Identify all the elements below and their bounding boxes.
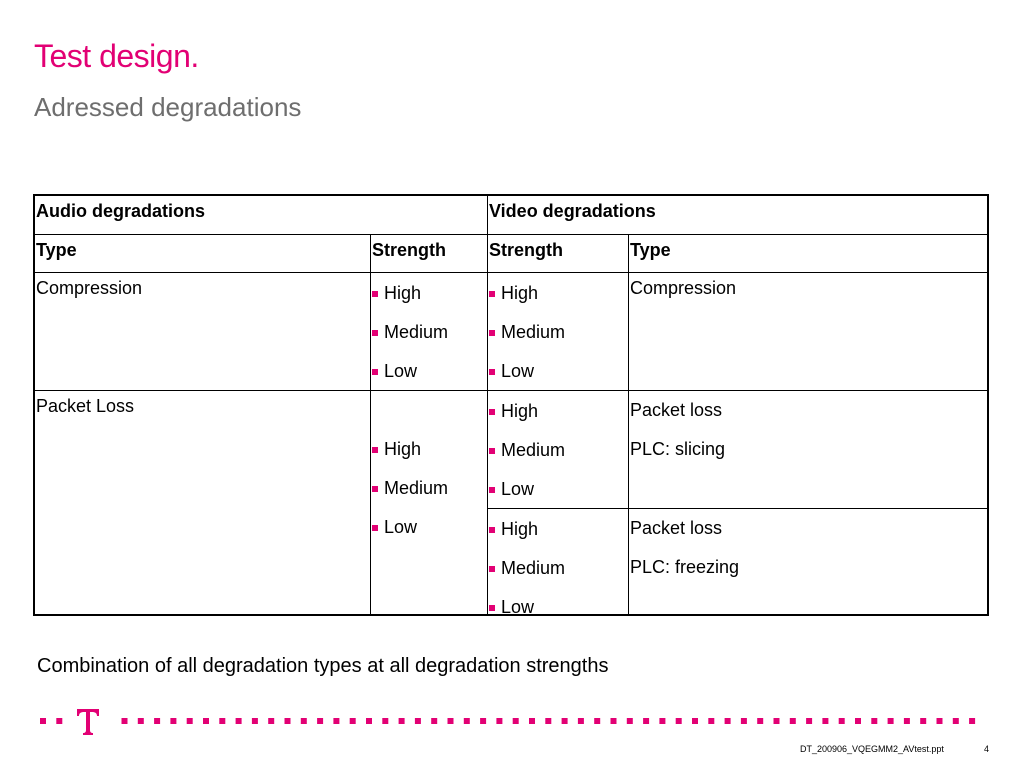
brand-dot [170, 718, 176, 724]
strength-item: Low [384, 361, 418, 381]
brand-dot [154, 718, 160, 724]
slide-title: Test design. [34, 38, 199, 74]
brand-dot [464, 718, 470, 724]
type-line: Packet loss [630, 400, 723, 420]
video-degradations-header: Video degradations [488, 196, 987, 235]
bullet-icon [489, 527, 495, 533]
brand-dot [969, 718, 975, 724]
brand-dot [268, 718, 274, 724]
audio-type-compression: Compression [35, 273, 371, 391]
brand-dot [562, 718, 568, 724]
brand-dot [871, 718, 877, 724]
strength-item: Low [501, 597, 535, 614]
brand-dot [252, 718, 258, 724]
bullet-icon [489, 448, 495, 454]
video-type-header: Type [629, 235, 987, 273]
brand-dot [627, 718, 633, 724]
audio-strengths-compression [371, 273, 488, 391]
strength-item: Medium [501, 322, 566, 342]
brand-dot [40, 718, 46, 724]
brand-dot [301, 718, 307, 724]
bullet-icon [372, 486, 378, 492]
brand-dot [839, 718, 845, 724]
video-strengths-slicing [488, 391, 629, 509]
strength-item: Low [384, 517, 418, 537]
brand-dot [545, 718, 551, 724]
audio-strengths-packet-loss [371, 391, 488, 614]
bullet-icon [489, 566, 495, 572]
brand-dot [578, 718, 584, 724]
brand-dot [708, 718, 714, 724]
bullet-icon [489, 409, 495, 415]
brand-dot [399, 718, 405, 724]
audio-strength-header: Strength [371, 235, 488, 273]
audio-type-packet-loss: Packet Loss [35, 391, 371, 614]
brand-dot [496, 718, 502, 724]
brand-dot [366, 718, 372, 724]
bullet-icon [372, 447, 378, 453]
brand-dot [904, 718, 910, 724]
brand-dot [480, 718, 486, 724]
brand-dot [594, 718, 600, 724]
video-strengths-freezing [488, 509, 629, 614]
brand-dot [822, 718, 828, 724]
video-type-freezing [629, 509, 987, 614]
bullet-icon [372, 525, 378, 531]
audio-degradations-header: Audio degradations [35, 196, 488, 235]
brand-dot [790, 718, 796, 724]
brand-dot [937, 718, 943, 724]
bullet-icon [489, 487, 495, 493]
type-line: PLC: slicing [630, 439, 726, 459]
strength-item: High [384, 283, 422, 303]
strength-item: Medium [501, 440, 566, 460]
brand-dot [855, 718, 861, 724]
strength-item: Low [501, 479, 535, 499]
brand-dot [317, 718, 323, 724]
brand-dot [953, 718, 959, 724]
brand-dot [611, 718, 617, 724]
brand-dot [56, 718, 62, 724]
video-type-compression: Compression [629, 273, 987, 391]
brand-dot [659, 718, 665, 724]
brand-dot [350, 718, 356, 724]
footer-filename: DT_200906_VQEGMM2_AVtest.ppt [800, 744, 944, 754]
brand-dot [138, 718, 144, 724]
degradations-table [33, 194, 989, 616]
brand-dot [757, 718, 763, 724]
brand-dot [920, 718, 926, 724]
brand-dot [513, 718, 519, 724]
brand-dot [676, 718, 682, 724]
audio-type-header: Type [35, 235, 371, 273]
brand-dot [415, 718, 421, 724]
bullet-icon [489, 330, 495, 336]
strength-item: High [501, 283, 539, 303]
bullet-icon [372, 369, 378, 375]
brand-dot [203, 718, 209, 724]
bullet-icon [372, 291, 378, 297]
strength-item: Medium [501, 558, 566, 578]
brand-dot [431, 718, 437, 724]
brand-dot [122, 718, 128, 724]
brand-dot [643, 718, 649, 724]
brand-dot [448, 718, 454, 724]
bullet-icon [489, 369, 495, 375]
bullet-icon [372, 330, 378, 336]
strength-item: High [501, 519, 539, 539]
brand-dot [333, 718, 339, 724]
brand-dot [692, 718, 698, 724]
video-strength-header: Strength [488, 235, 629, 273]
brand-dot [888, 718, 894, 724]
page-number: 4 [984, 744, 990, 754]
type-line: PLC: freezing [630, 557, 740, 577]
dotted-brand-line [38, 716, 986, 726]
brand-dot [187, 718, 193, 724]
brand-dot [741, 718, 747, 724]
summary-text: Combination of all degradation types at all degradation strengths [37, 655, 609, 677]
strength-item: Medium [384, 322, 449, 342]
brand-dot [725, 718, 731, 724]
strength-item: High [384, 439, 422, 459]
video-type-slicing [629, 391, 987, 509]
bullet-icon [489, 291, 495, 297]
video-strengths-compression [488, 273, 629, 391]
brand-dot [806, 718, 812, 724]
bullet-icon [489, 605, 495, 611]
brand-dot [236, 718, 242, 724]
brand-dot [219, 718, 225, 724]
type-line: Packet loss [630, 518, 723, 538]
strength-item: High [501, 401, 539, 421]
strength-item: Low [501, 361, 535, 381]
brand-dot [285, 718, 291, 724]
strength-item: Medium [384, 478, 449, 498]
brand-dot [774, 718, 780, 724]
brand-dot [529, 718, 535, 724]
brand-dot [382, 718, 388, 724]
telekom-t-logo-icon [76, 706, 100, 736]
slide-subtitle: Adressed degradations [34, 92, 302, 122]
